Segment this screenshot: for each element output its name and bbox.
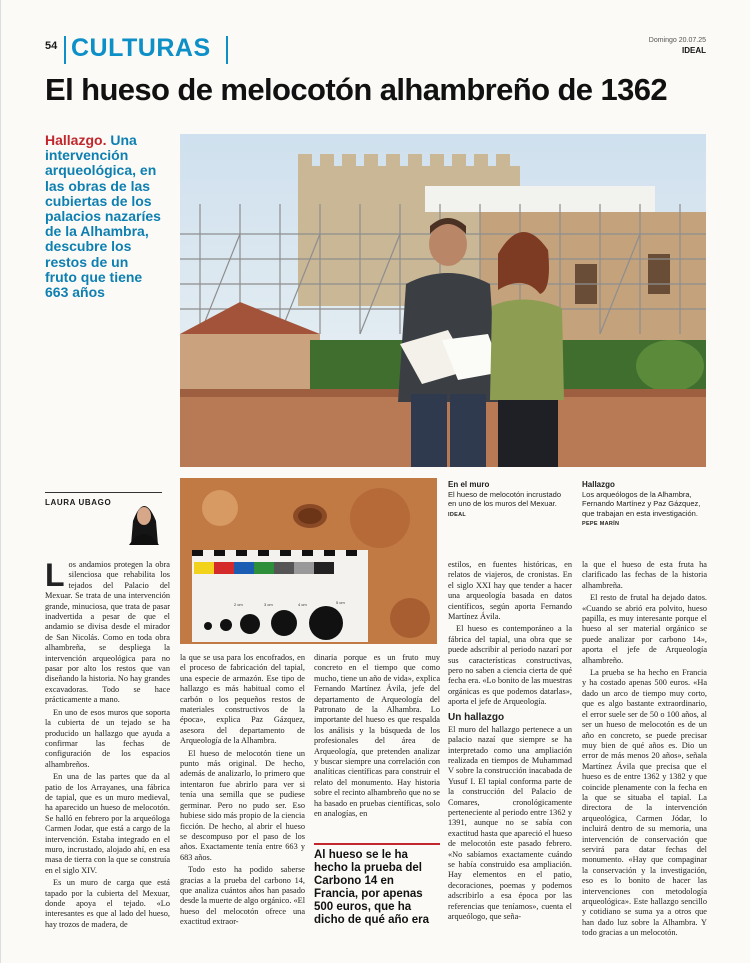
paragraph: estilos, en fuentes históricas, en relatos de viajeros, de cronistas. En el siglo XXI hay que tender a hacer una arqueología basada en datos científicos, según aporta Fernando Martínez Ávila. [448, 560, 572, 622]
paragraph: la que se usa para los encofrados, en el proceso de fabricación del tapial, una especie de armazón. Ese tipo de hallazgo es más habitual como el carbón o los pequeños restos de materiales constructivos de la época», explica Paz Gázquez, asesora del departamento de Arqueología de la Alhambra. [180, 653, 305, 746]
body-column-3 [314, 653, 440, 822]
scale-label-3: 4 cm [298, 602, 307, 607]
dateline [649, 36, 706, 57]
caption-muro [448, 480, 568, 520]
photo-illustration [180, 134, 706, 467]
issue-date: Domingo 20.07.25 [648, 37, 706, 44]
page-header [45, 34, 706, 68]
lede-kicker: Hallazgo. [45, 132, 107, 148]
paragraph: La prueba se ha hecho en Francia y ha costado apenas 500 euros. «Ha dado un arco de tiempo muy corto, que es algo bastante extraordinario, el error suele ser de 50 o 100 años, al ser un hueso de melocotón es de un año en concreto, se puede precisar muy bien de qué años es. Dio un error de más menos 20 años», señala Martínez Ávila que precisa que el hueso es de entre 1362 y 1382 y que coincide plenamente con la fecha en la que se situaba el tapial. La directora de la intervención arqueológica, Carmen Jódar, lo incluirá dentro de su memoria, una intervención de conservación que servirá para datar fechas del monumento. «Hay que compaginar la conservación y la investigación, eso es lo bonito de hacer las intervenciones con metodología arqueológica». Este hallazgo sencillo y cotidiano se suma ya a otros que han dado luz sobre la Alhambra. Y todo gracias a un melocotón. [582, 668, 707, 938]
paragraph: El hueso es contemporáneo a la fábrica del tapial, una obra que se puede adscribir al periodo nazarí por sus características constructivas, pero no saben a ciencia cierta de qué fecha era. «Lo bonito de las muestras orgánicas es que podemos datarlas», aporta el jefe de Arqueología. [448, 624, 572, 707]
section-divider [64, 36, 66, 64]
article-headline: El hueso de melocotón alhambreño de 1362 [45, 72, 668, 107]
article-lede [45, 133, 163, 300]
paragraph-text: os andamios protegen la obra silenciosa que rehabilita los tejados del Palacio del Mexuar. Se trata de una intervención grande, minuciosa, que trata de pasar inadvertida a pesar de que el andamio se divisa desde el mirador de San Nicolás. Como en toda obra alhambreña, se despliega la intervención arqueológica para no pasar por alto los restos que van diseñando la historia. No hay grandes excavadoras. Todo se hace prácticamente a mano. [45, 560, 170, 705]
paragraph: El muro del hallazgo pertenece a un palacio nazaí que siempre se ha interpretado como una ampliación realizada en tiempos de Muhammad V sobre la construcción inacabada de Yusuf I. El tapial conforma parte de la construcción del Palacio de Comares, cronológicamente perteneciente al periodo entre 1362 y 1391, aunque no se sabía con exactitud hasta que apareció el hueso de melocotón este pasado febrero. «No sabíamos exactamente cuándo se había construido esa ampliación. Hay elementos en el patio, decoraciones, poemas y podemos adscribirlo a esa época por las referencias que teníamos», cuenta el arqueólogo, que seña- [448, 724, 572, 921]
paragraph: El resto de frutal ha dejado datos. «Cuando se abrió era polvito, hueso papilla, es muy interesante porque el hueso al ser material orgánico se puede analizar por carbono 14», aporta el jefe de Arqueología alhambreño. [582, 593, 707, 665]
scale-label-1: 2 cm [234, 602, 243, 607]
caption-hallazgo-title: Hallazgo [582, 480, 615, 489]
body-column-4 [448, 560, 572, 924]
caption-hallazgo-text: Los arqueólogos de la Alhambra, Fernando Martínez y Paz Gázquez, que trabajan en esta investigación. [582, 489, 701, 518]
dropcap: L [45, 557, 65, 593]
body-column-1 [45, 557, 170, 932]
section-divider-right [226, 36, 228, 64]
caption-hallazgo [582, 480, 707, 530]
caption-hallazgo-credit: PEPE MARÍN [582, 521, 620, 528]
peach-pit-photo [180, 478, 437, 644]
body-column-2 [180, 653, 305, 930]
caption-muro-text: El hueso de melocotón incrustado en uno de los muros del Mexuar. [448, 489, 561, 509]
paragraph: En una de las partes que da al patio de los Arrayanes, una fábrica de tapial, que es un muro medieval, ha aparecido un hueso de melocotón. Se halló en febrero por la arqueóloga Carmen Jodar, que está a cargo de la intervención. Estaba integrado en el muro, incrustado, alojado ahí, en esa masa de tierra con la que se construía en el siglo XIV. [45, 772, 170, 875]
subheading: Un hallazgo [448, 711, 505, 723]
paragraph: la que el hueso de esta fruta ha clarificado las fechas de la historia alhambreña. [582, 560, 707, 590]
pull-quote: Al hueso se le ha hecho la prueba del Carbono 14 en Francia, por apenas 500 euros, que ha dicho de qué año era [314, 843, 440, 927]
paragraph: El hueso de melocotón tiene un punto más original. De hecho, además de analizarlo, lo primero que intentaron fue abrirlo para ver si tenía una semilla que se pudiese germinar. Pero no pudo ser. Eso hubiese sido más propio de la ciencia ficción. De hecho, al abrir el hueso se descompuso por el paso de los años. Exactamente tenía entre 663 y 683 años. [180, 748, 305, 862]
paragraph: Es un muro de carga que está tapado por la cubierta del Mexuar, donde apoya el tejado. «Lo interesantes es que al lado del hueso, hay trozos de madera, de [45, 878, 170, 929]
author-avatar [125, 499, 163, 545]
caption-muro-title: En el muro [448, 480, 490, 489]
scale-label-2: 3 cm [264, 602, 273, 607]
paragraph: Todo esto ha podido saberse gracias a la prueba del carbono 14, que analiza cuántos años han pasado desde la muerte de algo orgánico. «El hueso del melocotón ofrece una exactitud extraor- [180, 865, 305, 927]
author-rule [45, 492, 162, 493]
peach-pit-illustration [180, 478, 437, 644]
main-photo-archaeologists [180, 134, 706, 467]
publication-name: IDEAL [682, 46, 706, 55]
body-column-5 [582, 560, 707, 941]
paragraph: En uno de esos muros que soporta la cubierta de un tejado se ha producido un hallazgo que ayuda a confirmar las fechas de configuración de los espacios alhambreños. [45, 707, 170, 769]
scale-label-4: 5 cm [336, 600, 345, 605]
paragraph: dinaria porque es un fruto muy concreto en el tiempo que como mucho, tiene un año de vida», explica Fernando Martínez Ávila, jefe del departamento de Arqueología del Patronato de la Alhambra. Lo importante del hueso es que respalda los análisis y la búsqueda de los profesionales del área de Arqueología, que pretenden analizar y buscar siempre una correlación con analíticas científicas para construir el relato del monumento. Hay historia sobre el recinto alhambreño que no se ha basado en pruebas científicas, solo en analogías, en [314, 653, 440, 819]
lede-text: Una intervención arqueológica, en las obras de las cubiertas de los palacios nazaríes de la Alhambra, descubre los restos de un fruto que tiene 663 años [45, 132, 161, 301]
caption-muro-credit: IDEAL [448, 511, 466, 518]
paragraph [45, 557, 170, 706]
section-title: CULTURAS [71, 34, 211, 62]
page-number: 54 [45, 40, 58, 52]
author-byline: LAURA UBAGO [45, 498, 112, 507]
